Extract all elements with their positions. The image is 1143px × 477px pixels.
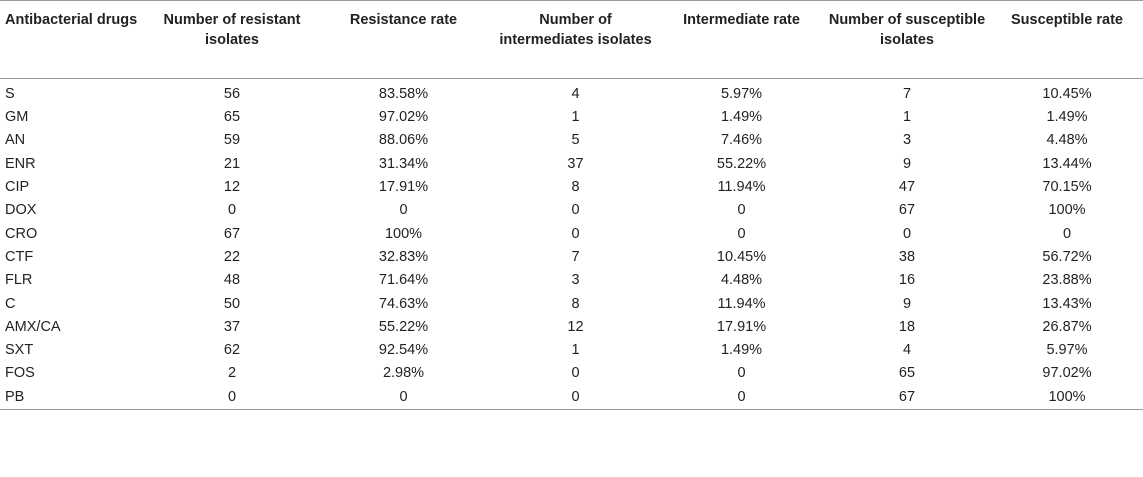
resistant-isolates-cell: 65 [223, 109, 241, 126]
drug-cell: FOS [5, 365, 35, 382]
drug-cell: CIP [5, 179, 30, 196]
drug-cell: AN [5, 132, 26, 149]
table-row [0, 222, 1143, 245]
susceptible-isolates-cell: 1 [902, 109, 912, 126]
resistance-rate-cell: 83.58% [378, 86, 429, 102]
intermediate-isolates-cell: 7 [571, 248, 580, 265]
susceptible-isolates-cell: 9 [902, 155, 912, 172]
susceptible-isolates-cell: 7 [902, 86, 912, 102]
susceptible-rate-cell: 56.72% [1042, 248, 1092, 265]
resistance-rate-cell: 74.63% [378, 295, 429, 312]
drug-cell: C [5, 295, 16, 312]
header-resistance-rate: Resistance rate [316, 1, 491, 79]
intermediate-rate-cell: 11.94% [717, 179, 766, 196]
susceptible-isolates-cell: 47 [898, 179, 916, 196]
header-susceptible-rate: Susceptible rate [991, 1, 1143, 79]
intermediate-isolates-cell: 8 [571, 295, 580, 312]
table-row [0, 129, 1143, 152]
intermediate-isolates-cell: 12 [567, 318, 584, 335]
table-row [0, 199, 1143, 222]
intermediate-isolates-cell: 1 [571, 109, 580, 126]
intermediate-rate-cell: 0 [737, 202, 746, 219]
intermediate-isolates-cell: 37 [567, 155, 584, 172]
susceptible-rate-cell: 100% [1048, 202, 1086, 219]
resistance-rate-cell: 92.54% [378, 342, 429, 359]
intermediate-isolates-cell: 0 [571, 202, 580, 219]
resistant-isolates-cell: 0 [148, 386, 316, 410]
intermediate-rate-cell: 0 [737, 225, 746, 242]
resistant-isolates-cell: 22 [223, 248, 241, 265]
resistant-isolates-cell: 67 [223, 225, 241, 242]
intermediate-rate-cell: 55.22% [716, 155, 767, 172]
susceptible-isolates-cell: 18 [898, 318, 916, 335]
susceptible-isolates-cell: 16 [898, 272, 916, 289]
resistance-rate-cell: 97.02% [378, 109, 429, 126]
susceptible-rate-cell: 97.02% [1042, 365, 1092, 382]
table-row [0, 386, 1143, 410]
intermediate-isolates-cell: 0 [571, 365, 580, 382]
table-row [0, 269, 1143, 292]
drug-cell: S [5, 86, 15, 102]
table-row [0, 79, 1143, 107]
susceptible-rate-cell: 100% [991, 386, 1143, 410]
resistant-isolates-cell: 12 [223, 179, 241, 196]
resistance-rate-cell: 88.06% [378, 132, 429, 149]
resistant-isolates-cell: 62 [223, 342, 241, 359]
table-row [0, 292, 1143, 315]
intermediate-isolates-cell: 4 [571, 86, 580, 102]
table-row [0, 106, 1143, 129]
susceptible-rate-cell: 0 [1062, 225, 1072, 242]
intermediate-rate-cell: 0 [660, 386, 823, 410]
table-row [0, 246, 1143, 269]
table-row [0, 362, 1143, 385]
intermediate-rate-cell: 4.48% [720, 272, 763, 289]
resistance-rate-cell: 0 [316, 386, 491, 410]
drug-cell: CRO [5, 225, 38, 242]
resistant-isolates-cell: 0 [227, 202, 237, 219]
resistant-isolates-cell: 37 [223, 318, 241, 335]
intermediate-isolates-cell: 0 [571, 225, 580, 242]
susceptible-isolates-cell: 67 [823, 386, 991, 410]
susceptible-isolates-cell: 67 [898, 202, 916, 219]
header-antibacterial-drugs: Antibacterial drugs [0, 1, 148, 79]
header-row [0, 1, 1143, 79]
intermediate-isolates-cell: 5 [571, 132, 580, 149]
resistance-rate-cell: 55.22% [378, 318, 429, 335]
table-row [0, 316, 1143, 339]
table-body [0, 79, 1143, 410]
susceptible-isolates-cell: 38 [898, 248, 916, 265]
resistance-rate-cell: 71.64% [378, 272, 429, 289]
header-resistant-isolates: Number of resistant isolates [148, 1, 316, 79]
resistance-rate-cell: 32.83% [378, 248, 429, 265]
resistance-rate-cell: 17.91% [378, 179, 429, 196]
intermediate-isolates-cell: 8 [571, 179, 580, 196]
susceptible-isolates-cell: 3 [902, 132, 912, 149]
drug-cell: ENR [5, 155, 36, 172]
resistance-rate-cell: 2.98% [382, 365, 425, 382]
susceptible-isolates-cell: 9 [902, 295, 912, 312]
drug-cell: DOX [5, 202, 37, 219]
drug-cell: SXT [5, 342, 34, 359]
resistance-rate-cell: 100% [384, 225, 423, 242]
drug-cell: AMX/CA [5, 318, 61, 335]
susceptible-rate-cell: 4.48% [1046, 132, 1088, 149]
drug-cell: GM [5, 109, 29, 126]
header-intermediate-isolates: Number of intermediates isolates [491, 1, 660, 79]
resistant-isolates-cell: 2 [227, 365, 237, 382]
susceptible-rate-cell: 10.45% [1042, 86, 1092, 102]
table-row [0, 153, 1143, 176]
header-intermediate-rate: Intermediate rate [660, 1, 823, 79]
susceptible-rate-cell: 5.97% [1046, 342, 1088, 359]
table-row [0, 339, 1143, 362]
drug-cell: FLR [5, 272, 33, 289]
intermediate-rate-cell: 11.94% [717, 295, 766, 312]
intermediate-rate-cell: 10.45% [716, 248, 767, 265]
resistant-isolates-cell: 21 [223, 155, 241, 172]
header-susceptible-isolates: Number of susceptible isolates [823, 1, 991, 79]
table-row [0, 176, 1143, 199]
intermediate-rate-cell: 7.46% [720, 132, 763, 149]
intermediate-isolates-cell: 3 [571, 272, 580, 289]
resistant-isolates-cell: 59 [223, 132, 241, 149]
susceptible-rate-cell: 1.49% [1046, 109, 1088, 126]
intermediate-rate-cell: 0 [737, 365, 746, 382]
resistance-rate-cell: 0 [399, 202, 408, 219]
intermediate-isolates-cell: 1 [571, 342, 580, 359]
intermediate-rate-cell: 17.91% [716, 318, 767, 335]
susceptible-rate-cell: 13.43% [1042, 295, 1092, 312]
susceptible-rate-cell: 26.87% [1042, 318, 1092, 335]
resistant-isolates-cell: 56 [223, 86, 241, 102]
drug-cell: CTF [5, 248, 34, 265]
resistant-isolates-cell: 48 [223, 272, 241, 289]
susceptible-rate-cell: 23.88% [1042, 272, 1092, 289]
susceptible-isolates-cell: 65 [898, 365, 916, 382]
resistance-rate-cell: 31.34% [378, 155, 429, 172]
susceptible-rate-cell: 70.15% [1042, 179, 1092, 196]
intermediate-rate-cell: 1.49% [720, 342, 763, 359]
susceptible-isolates-cell: 4 [902, 342, 912, 359]
drug-cell: PB [0, 386, 148, 410]
intermediate-rate-cell: 1.49% [720, 109, 763, 126]
table-header [0, 1, 1143, 79]
susceptible-isolates-cell: 0 [902, 225, 912, 242]
intermediate-isolates-cell: 0 [491, 386, 660, 410]
susceptible-rate-cell: 13.44% [1042, 155, 1092, 172]
intermediate-rate-cell: 5.97% [720, 86, 763, 102]
resistant-isolates-cell: 50 [223, 295, 241, 312]
